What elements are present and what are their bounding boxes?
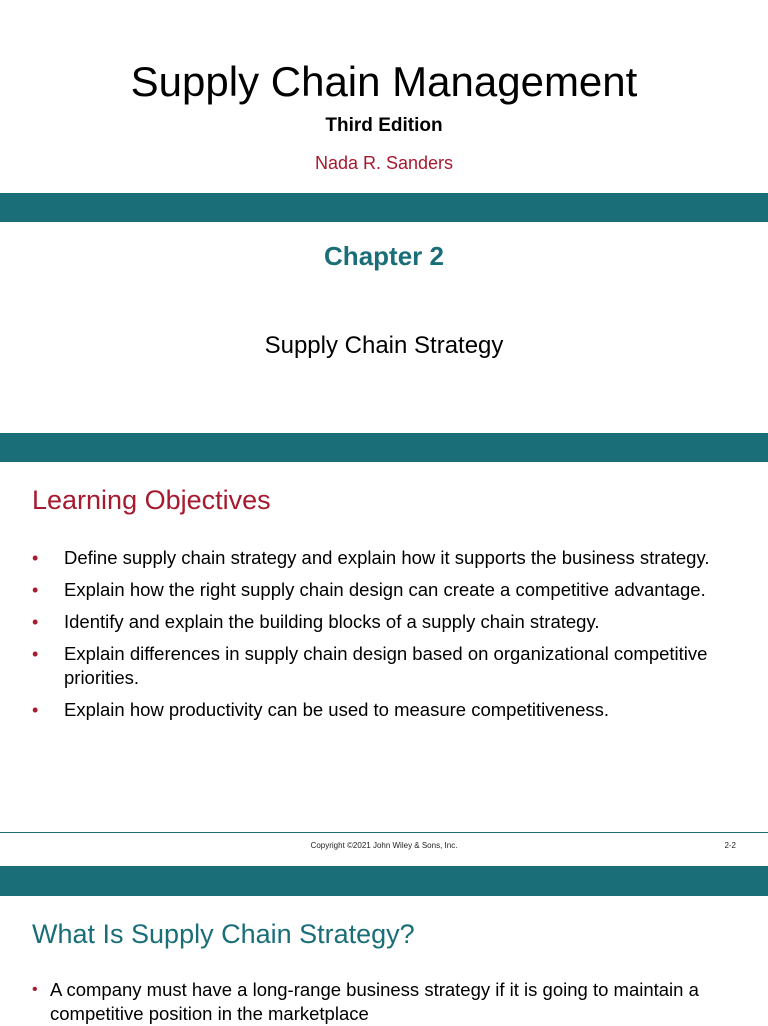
list-item-text: A company must have a long-range business strategy if it is going to maintain a competitive position in the marketplace [50,979,699,1024]
chapter-title: Supply Chain Strategy [264,332,504,359]
list-item-text: Explain differences in supply chain design based on organizational competitive priorities. [64,643,708,688]
bullet-icon: • [32,981,38,998]
list-item-text: Explain how the right supply chain design can create a competitive advantage. [64,579,706,600]
strategy-list [32,978,712,1026]
slide-heading: Learning Objectives [32,485,271,515]
list-item-text: Identify and explain the building blocks of a supply chain strategy. [64,611,600,632]
chapter-slide [0,222,768,433]
objectives-list [32,546,712,730]
bullet-icon: • [32,700,39,720]
bullet-icon: • [32,580,39,600]
objectives-slide [0,462,768,866]
list-item [32,642,712,690]
list-item [32,610,712,634]
list-item [32,578,712,602]
book-author: Nada R. Sanders [314,153,454,173]
slide-divider [0,193,768,222]
bullet-icon: • [32,548,39,568]
strategy-slide [0,896,768,1024]
book-title: Supply Chain Management [130,58,638,105]
list-item [32,546,712,570]
page-number: 2-2 [724,841,736,850]
chapter-number: Chapter 2 [324,241,444,271]
bullet-icon: • [32,644,39,664]
book-edition: Third Edition [325,115,443,136]
list-item [32,698,712,722]
slide-heading: What Is Supply Chain Strategy? [32,919,415,949]
list-item-text: Define supply chain strategy and explain how it supports the business strategy. [64,547,710,568]
list-item [32,978,712,1026]
copyright-notice: Copyright ©2021 John Wiley & Sons, Inc. [310,841,458,850]
bullet-icon: • [32,612,39,632]
title-slide [0,0,768,193]
slide-divider [0,866,768,896]
slide-divider [0,433,768,462]
footer-rule [0,832,768,833]
list-item-text: Explain how productivity can be used to measure competitiveness. [64,699,610,720]
